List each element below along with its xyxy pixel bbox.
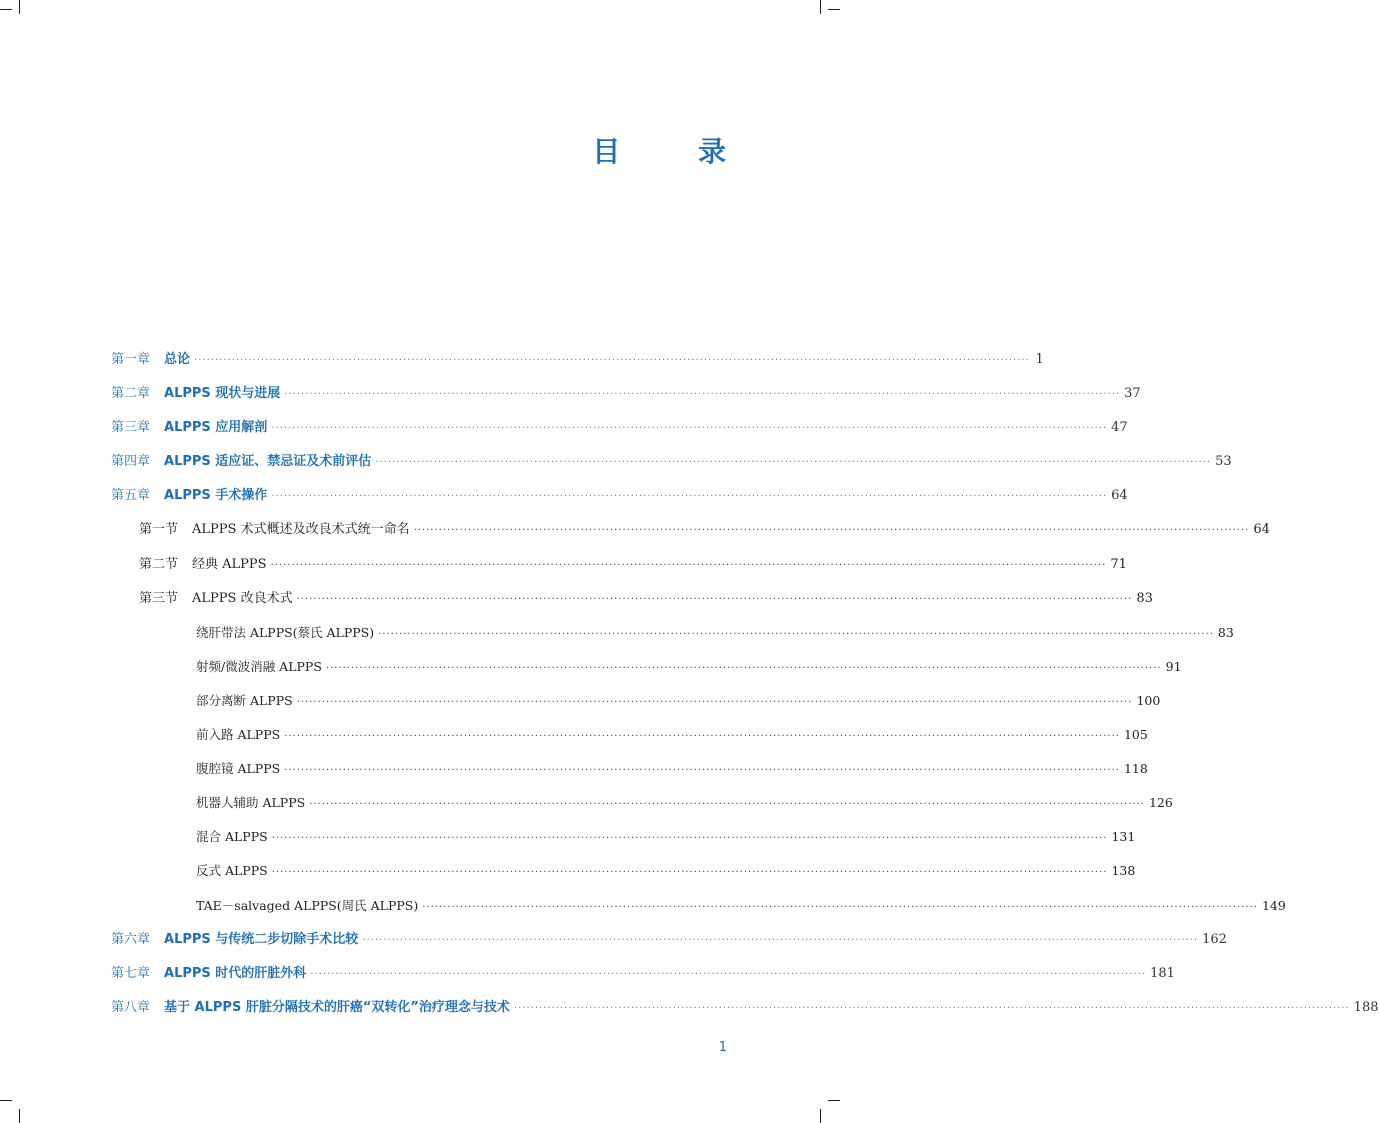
toc-entry-item[interactable] [111,857,1136,891]
toc-entry-label [111,960,306,988]
toc-entry-title: ALPPS 与传统二步切除手术比较 [164,931,359,947]
toc-entry-label [196,857,268,885]
toc-entry-label [196,823,268,851]
toc-entry-title: ALPPS 时代的肝脏外科 [164,965,307,981]
toc-entry-item[interactable] [111,721,1148,755]
toc-entry-label [111,482,267,510]
toc-entry-label [196,687,293,715]
toc-entry-title: ALPPS 术式概述及改良术式统一命名 [192,522,410,538]
toc-entry-title: 前入路 ALPPS [196,727,281,743]
toc-entry-label [111,994,510,1022]
toc-entry-label [196,653,322,681]
toc-entry-title: 机器人辅助 ALPPS [196,795,306,811]
toc-leader-dots: ········································································································································································································ [513,1002,1350,1014]
toc-entry-chapter[interactable] [111,380,1141,414]
toc-entry-number: 第六章 [111,931,151,947]
toc-entry-title: ALPPS 手术操作 [164,488,268,504]
toc-entry-page: 64 [1111,488,1128,504]
toc-entry-chapter[interactable] [111,448,1232,482]
toc-entry-page: 83 [1136,590,1153,606]
toc-leader-dots: ········································································································································································································ [378,628,1214,640]
toc-entry-page: 181 [1150,965,1175,981]
toc-entry-page: 188 [1353,999,1379,1015]
toc-entry-title: TAE－salvaged ALPPS(周氏 ALPPS) [196,897,419,913]
toc-entry-page: 131 [1111,829,1136,845]
toc-entry-label [196,892,418,920]
toc-entry-chapter[interactable] [111,414,1128,448]
toc-entry-page: 118 [1123,761,1148,777]
toc-entry-page: 149 [1261,897,1286,913]
toc-entry-title: 基于 ALPPS 肝脏分隔技术的肝癌“双转化”治疗理念与技术 [164,999,510,1015]
crop-mark-bottom-left-h [0,1100,12,1101]
toc-entry-item[interactable] [111,687,1161,721]
toc-leader-dots: ········································································································································································································ [325,662,1162,674]
toc-entry-title: 反式 ALPPS [196,863,268,879]
crop-mark-top-right-v [820,0,821,14]
toc-entry-label [196,721,280,749]
toc-entry-title: ALPPS 应用解剖 [164,420,268,436]
toc-entry-label [196,755,280,783]
toc-entry-page: 37 [1124,386,1141,402]
crop-mark-top-left-h [0,9,12,10]
toc-entry-page: 105 [1123,727,1148,743]
toc-entry-chapter[interactable] [111,994,1379,1028]
toc-leader-dots: ········································································································································································································ [296,593,1133,605]
toc-entry-item[interactable] [111,823,1136,857]
toc-leader-dots: ········································································································································································································ [194,355,1030,366]
toc-entry-label [111,414,267,442]
table-of-contents [111,346,1379,1028]
page-number: 1 [718,1040,727,1055]
toc-entry-title: ALPPS 现状与进展 [164,386,281,402]
toc-entry-page: 83 [1217,624,1234,640]
toc-leader-dots: ········································································································································································································ [310,968,1147,980]
toc-leader-dots: ········································································································································································································ [270,559,1107,571]
toc-entry-title: 总论 [164,352,191,367]
toc-entry-number: 第八章 [111,999,151,1015]
toc-entry-title: 腹腔镜 ALPPS [196,761,281,777]
toc-entry-number: 第二节 [139,556,179,572]
toc-entry-item[interactable] [111,755,1148,789]
toc-entry-number: 第三章 [111,420,151,436]
toc-entry-number: 第七章 [111,965,151,981]
crop-mark-top-right-h [828,9,840,10]
toc-leader-dots: ········································································································································································································ [309,799,1145,811]
toc-entry-number: 第二章 [111,386,151,402]
toc-leader-dots: ········································································································································································································ [296,696,1133,708]
toc-leader-dots: ········································································································································································································ [271,867,1108,879]
toc-entry-item[interactable] [111,619,1234,653]
toc-entry-chapter[interactable] [111,960,1175,994]
toc-leader-dots: ········································································································································································································ [422,901,1258,913]
toc-entry-page: 162 [1202,931,1227,947]
toc-entry-page: 53 [1215,454,1232,470]
toc-entry-page: 71 [1110,556,1127,572]
toc-entry-page: 138 [1111,863,1136,879]
toc-entry-section[interactable] [111,585,1153,619]
toc-entry-chapter[interactable] [111,926,1227,960]
toc-entry-label [111,926,358,954]
toc-leader-dots: ········································································································································································································ [375,457,1212,469]
toc-entry-page: 1 [1035,352,1044,367]
toc-leader-dots: ········································································································································································································ [413,525,1250,537]
crop-mark-bottom-right-v [820,1109,821,1123]
toc-entry-title: ALPPS 适应证、禁忌证及术前评估 [164,454,372,470]
toc-entry-title: 绕肝带法 ALPPS(蔡氏 ALPPS) [196,624,375,640]
toc-entry-label [139,551,267,579]
toc-entry-page: 100 [1136,692,1161,708]
toc-entry-label [196,619,374,647]
toc-entry-number: 第五章 [111,488,151,504]
toc-entry-title: 部分离断 ALPPS [196,692,293,708]
toc-entry-label [139,585,293,613]
toc-leader-dots: ········································································································································································································ [271,833,1108,845]
toc-entry-title: 射频/微波消融 ALPPS [196,658,322,674]
toc-entry-page: 64 [1253,522,1270,538]
toc-entry-chapter[interactable] [111,346,1044,380]
toc-leader-dots: ········································································································································································································ [284,765,1120,777]
toc-entry-page: 91 [1165,658,1182,674]
toc-entry-number: 第一节 [139,522,179,538]
toc-entry-item[interactable] [111,892,1286,926]
crop-mark-bottom-left-v [19,1109,20,1123]
page-title: 目 录 [592,135,760,168]
toc-entry-section[interactable] [111,516,1270,550]
toc-leader-dots: ········································································································································································································ [271,491,1108,503]
toc-leader-dots: ········································································································································································································ [362,934,1199,946]
toc-leader-dots: ········································································································································································································ [284,731,1120,743]
toc-entry-chapter[interactable] [111,482,1128,516]
toc-entry-label [111,448,371,476]
toc-leader-dots: ········································································································································································································ [284,389,1121,401]
toc-entry-label [111,346,190,374]
toc-entry-item[interactable] [111,789,1173,823]
toc-entry-page: 126 [1148,795,1173,811]
crop-mark-bottom-right-h [828,1100,840,1101]
toc-entry-title: 经典 ALPPS [192,556,267,572]
toc-entry-section[interactable] [111,551,1127,585]
toc-entry-item[interactable] [111,653,1182,687]
toc-entry-number: 第三节 [139,590,179,606]
toc-entry-label [111,380,280,408]
toc-entry-page: 47 [1111,420,1128,436]
toc-entry-label [139,516,410,544]
toc-entry-title: ALPPS 改良术式 [192,590,293,606]
toc-leader-dots: ········································································································································································································ [271,423,1108,435]
crop-mark-top-left-v [19,0,20,14]
toc-entry-number: 第一章 [111,352,151,367]
toc-entry-number: 第四章 [111,454,151,470]
toc-entry-label [196,789,305,817]
toc-entry-title: 混合 ALPPS [196,829,268,845]
